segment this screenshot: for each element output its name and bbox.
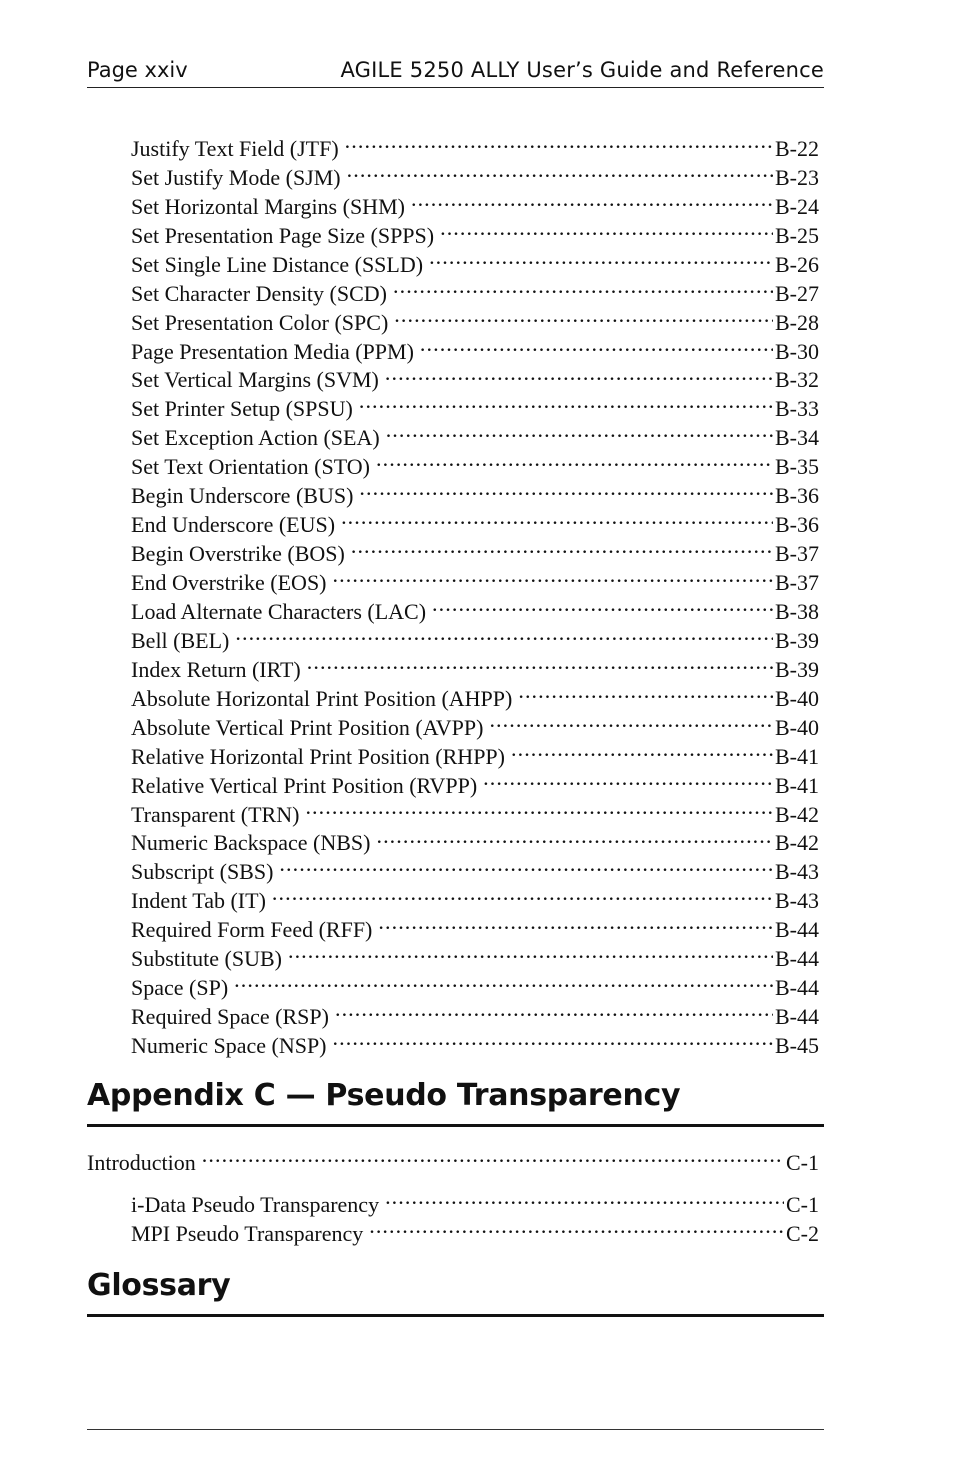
dot-leader	[234, 966, 773, 995]
toc-entry[interactable]	[131, 1183, 819, 1217]
dot-leader	[429, 243, 773, 272]
dot-leader	[432, 590, 773, 619]
toc-entry-page: B-39	[775, 627, 819, 653]
toc-entry-page: C-2	[786, 1220, 819, 1246]
toc-entry-page: B-30	[775, 338, 819, 364]
book-title: AGILE 5250 ALLY User’s Guide and Reference	[340, 58, 824, 82]
toc-entry-page: B-25	[775, 222, 819, 248]
toc-entry-title: Space (SP)	[131, 975, 229, 1001]
dot-leader	[386, 416, 773, 445]
toc-entry-page: B-32	[775, 367, 819, 393]
dot-leader	[272, 879, 773, 908]
toc-entry-page: B-33	[775, 396, 819, 422]
toc-entry-title: Bell (BEL)	[131, 627, 230, 653]
footer-rule	[87, 1429, 824, 1430]
toc-entry-title: Set Single Line Distance (SSLD)	[131, 251, 424, 277]
dot-leader	[411, 185, 773, 214]
toc-entry-title: Absolute Horizontal Print Position (AHPP)	[131, 685, 513, 711]
toc-entry-title: Relative Horizontal Print Position (RHPP)	[131, 743, 505, 769]
toc-entry-title: Set Vertical Margins (SVM)	[131, 367, 379, 393]
toc-entry-introduction[interactable]	[87, 1141, 819, 1175]
toc-entry-title: Index Return (IRT)	[131, 656, 301, 682]
toc-entry-title: End Underscore (EUS)	[131, 512, 336, 538]
dot-leader	[369, 1212, 784, 1241]
toc-entry-page: B-40	[775, 685, 819, 711]
toc-entry-title: Set Presentation Page Size (SPPS)	[131, 222, 435, 248]
toc-entry-page: B-42	[775, 801, 819, 827]
dot-leader	[333, 561, 773, 590]
toc-entry-title: Numeric Space (NSP)	[131, 1033, 327, 1058]
dot-leader	[359, 387, 773, 416]
dot-leader	[376, 822, 773, 851]
toc-entry-page: B-43	[775, 888, 819, 914]
dot-leader	[307, 648, 773, 677]
toc-entry-page: B-36	[775, 483, 819, 509]
toc-entry-page: B-41	[775, 772, 819, 798]
dot-leader	[288, 937, 773, 966]
toc-entry-title: Set Exception Action (SEA)	[131, 425, 380, 451]
dot-leader	[385, 359, 773, 388]
toc-entry-title: Transparent (TRN)	[131, 801, 300, 827]
dot-leader	[305, 793, 773, 822]
toc-entry-title: Introduction	[87, 1149, 196, 1175]
dot-leader	[440, 214, 773, 243]
toc-entry-title: Justify Text Field (JTF)	[131, 135, 339, 161]
toc-entry-page: B-40	[775, 714, 819, 740]
dot-leader	[351, 532, 773, 561]
toc-entry-title: Set Printer Setup (SPSU)	[131, 396, 353, 422]
toc-entry-page: B-44	[775, 975, 819, 1001]
page-number: Page xxiv	[87, 58, 188, 82]
toc-entry-page: B-45	[775, 1033, 819, 1058]
toc-entry-page: B-23	[775, 164, 819, 190]
dot-leader	[483, 764, 773, 793]
toc-entry-title: Begin Underscore (BUS)	[131, 483, 354, 509]
toc-entry-title: MPI Pseudo Transparency	[131, 1220, 364, 1246]
toc-entry-title: Absolute Vertical Print Position (AVPP)	[131, 714, 484, 740]
toc-entry[interactable]	[131, 127, 819, 161]
toc-entry-page: B-22	[775, 135, 819, 161]
glossary-heading: Glossary	[87, 1268, 824, 1317]
dot-leader	[518, 677, 773, 706]
toc-entry-title: Page Presentation Media (PPM)	[131, 338, 414, 364]
dot-leader	[202, 1141, 784, 1170]
dot-leader	[335, 995, 773, 1024]
toc-entry-title: Set Horizontal Margins (SHM)	[131, 193, 405, 219]
dot-leader	[235, 619, 773, 648]
toc-entry-page: B-34	[775, 425, 819, 451]
toc-entry-page: B-38	[775, 598, 819, 624]
dot-leader	[420, 330, 773, 359]
toc-entry[interactable]	[131, 966, 819, 1001]
toc-entry-title: Set Character Density (SCD)	[131, 280, 387, 306]
toc-entry-title: Relative Vertical Print Position (RVPP)	[131, 772, 478, 798]
dot-leader	[333, 1024, 773, 1053]
toc-entry-page: B-27	[775, 280, 819, 306]
toc-entry-title: Set Justify Mode (SJM)	[131, 164, 341, 190]
toc-entry-title: Set Text Orientation (STO)	[131, 454, 371, 480]
toc-entry-page: B-35	[775, 454, 819, 480]
toc-entry-page: B-44	[775, 917, 819, 943]
toc-entry-page: B-28	[775, 309, 819, 335]
dot-leader	[341, 503, 773, 532]
toc-entry-page: B-37	[775, 541, 819, 567]
toc-entry-title: Subscript (SBS)	[131, 859, 274, 885]
toc-entry-page: C-1	[786, 1149, 819, 1175]
toc-entry-page: B-36	[775, 512, 819, 538]
toc-entry-title: Set Presentation Color (SPC)	[131, 309, 389, 335]
toc-entry-title: Numeric Backspace (NBS)	[131, 830, 371, 856]
toc-list-appendix-c	[131, 1183, 819, 1246]
dot-leader	[511, 735, 773, 764]
toc-entry-title: Begin Overstrike (BOS)	[131, 541, 345, 567]
toc-entry-title: End Overstrike (EOS)	[131, 570, 327, 595]
dot-leader	[489, 706, 773, 735]
toc-entry-page: B-41	[775, 743, 819, 769]
dot-leader	[385, 1183, 784, 1212]
dot-leader	[394, 301, 773, 330]
dot-leader	[345, 127, 773, 156]
toc-entry[interactable]	[131, 995, 819, 1030]
toc-entry-page: B-44	[775, 1004, 819, 1030]
toc-entry-page: C-1	[786, 1191, 819, 1217]
toc-list-appendix-b	[131, 127, 819, 1058]
dot-leader	[376, 445, 773, 474]
toc-entry-title: Substitute (SUB)	[131, 946, 282, 972]
toc-entry-title: Indent Tab (IT)	[131, 888, 266, 914]
toc-entry-page: B-39	[775, 656, 819, 682]
dot-leader	[359, 474, 773, 503]
appendix-c-heading: Appendix C — Pseudo Transparency	[87, 1078, 824, 1127]
toc-entry-title: Required Space (RSP)	[131, 1004, 329, 1030]
toc-entry-page: B-44	[775, 946, 819, 972]
toc-entry-page: B-26	[775, 251, 819, 277]
toc-entry-title: Required Form Feed (RFF)	[131, 917, 373, 943]
toc-entry-title: i-Data Pseudo Transparency	[131, 1191, 380, 1217]
toc-entry-page: B-42	[775, 830, 819, 856]
dot-leader	[378, 908, 773, 937]
page-header	[87, 56, 824, 88]
toc-entry-title: Load Alternate Characters (LAC)	[131, 598, 427, 624]
toc-entry-page: B-43	[775, 859, 819, 885]
toc-entry-page: B-24	[775, 193, 819, 219]
dot-leader	[393, 272, 773, 301]
dot-leader	[347, 156, 773, 185]
toc-entry-page: B-37	[775, 570, 819, 595]
dot-leader	[279, 850, 773, 879]
